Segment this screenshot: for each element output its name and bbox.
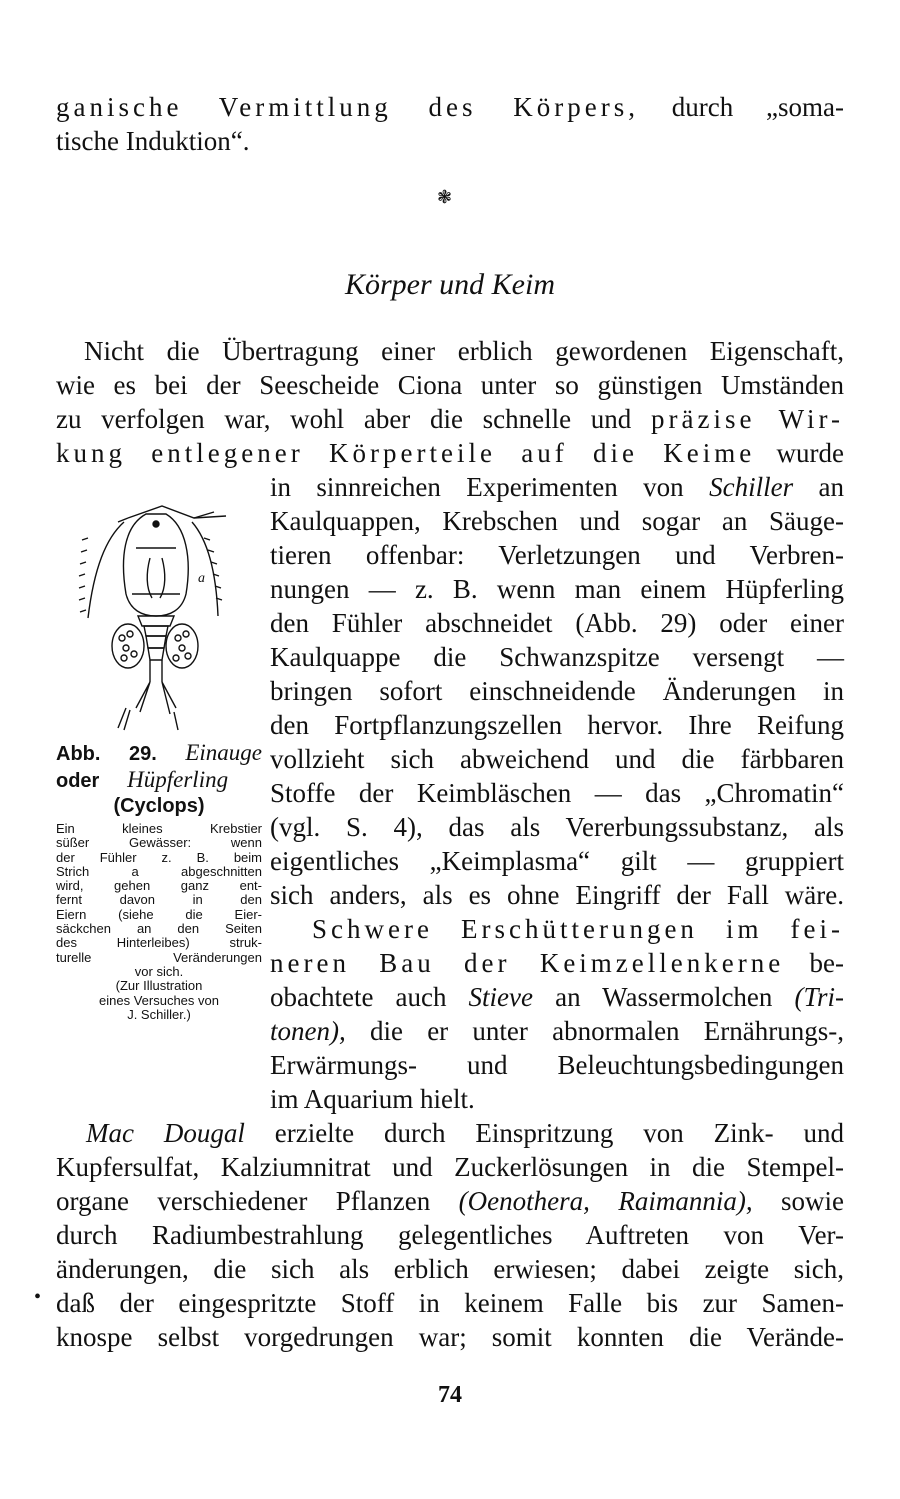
cyclops-drawing [66, 498, 246, 738]
text-line: (vgl. S. 4), das als Vererbungssubstanz, als [270, 812, 844, 842]
species-name: (Oenothera, Raimannia), [458, 1186, 753, 1216]
caption-line [56, 740, 262, 767]
caption-line: des Hinterleibes) struk- [56, 935, 262, 951]
text-span: erzielte durch Einspritzung von Zink- und [244, 1118, 844, 1148]
species-name: (Tri- [794, 982, 845, 1012]
caption-line: eines Versuches von [99, 992, 219, 1008]
caption-line: fernt davon in den [56, 892, 262, 908]
text-line [270, 470, 844, 504]
author-name: Stieve [468, 982, 534, 1012]
text-line: tische Induktion“. [56, 126, 250, 156]
text-line: nungen — z. B. wenn man einem Hüpferling [270, 574, 844, 604]
text-line: Kaulquappe die Schwanzspitze versengt — [270, 642, 844, 672]
text-line [56, 90, 844, 124]
figure-caption-text [56, 822, 262, 1022]
section-separator-ornament: ❃ [437, 187, 453, 208]
text-line: knospe selbst vorgedrungen war; somit konnten die Verände- [56, 1322, 844, 1352]
margin-mark: • [34, 1286, 42, 1308]
text-line [270, 980, 844, 1014]
text-span: wurde [755, 438, 844, 468]
text-line: Erwärmungs- und Beleuchtungsbedingungen [270, 1050, 844, 1080]
text-line: änderungen, die sich als erblich erwiesen; dabei zeigte sich, [56, 1254, 844, 1284]
text-line [56, 1116, 844, 1150]
caption-line: Ein kleines Krebstier [56, 821, 262, 836]
text-line: den Fühler abschneidet (Abb. 29) oder einer [270, 608, 844, 638]
figure-caption-title [56, 740, 262, 819]
text-line: Kaulquappen, Krebschen und sogar an Säuge- [270, 506, 844, 536]
spaced-text: präzise Wir- [651, 404, 844, 434]
caption-line: der Fühler z. B. beim [56, 849, 262, 865]
section-title: Körper und Keim [345, 268, 555, 301]
caption-line: J. Schiller.) [127, 1006, 191, 1022]
caption-line: wird, gehen ganz ent- [56, 878, 262, 894]
caption-line [56, 767, 262, 794]
text-line [56, 1184, 844, 1218]
text-line: Stoffe der Keimbläschen — das „Chromatin“ [270, 778, 844, 808]
text-line: vollzieht sich abweichend und die färbbaren [270, 744, 844, 774]
text-span: an [793, 472, 845, 502]
text-span: oder [56, 770, 105, 792]
text-span: zu verfolgen war, wohl aber die schnelle und [56, 404, 651, 434]
text-line: daß der eingespritzte Stoff in keinem Falle bis zur Samen- [56, 1288, 844, 1318]
text-span: an Wassermolchen [533, 982, 795, 1012]
text-line [270, 912, 844, 946]
text-line: den Fortpflanzungszellen hervor. Ihre Reifung [270, 710, 844, 740]
spaced-text: kung entlegener Körperteile auf die Keime [56, 438, 756, 468]
caption-line: süßer Gewässer: wenn [56, 835, 262, 851]
text-span: in sinnreichen Experimenten von [270, 472, 710, 502]
text-span: durch „soma- [639, 92, 844, 122]
cyclops-illustration [66, 498, 246, 738]
figure-label-a: a [198, 571, 205, 586]
text-line: im Aquarium hielt. [270, 1084, 475, 1114]
caption-line: säckchen an den Seiten [56, 921, 262, 937]
text-span: organe verschiedener Pflanzen [56, 1186, 459, 1216]
text-span: sowie [752, 1186, 845, 1216]
text-line: wie es bei der Seescheide Ciona unter so günstigen Umständen [56, 370, 844, 400]
caption-line: Strich a abgeschnitten [56, 863, 262, 879]
common-name: Hüpferling [127, 767, 229, 792]
text-span: die er unter abnormalen Ernährungs-, [345, 1016, 844, 1046]
text-line: durch Radiumbestrahlung gelegentliches Auftreten von Ver- [56, 1220, 844, 1250]
text-line: bringen sofort einschneidende Änderungen in [270, 676, 844, 706]
species-name: tonen), [270, 1016, 346, 1046]
caption-line: turelle Veränderungen [56, 949, 262, 965]
common-name: Einauge [185, 740, 263, 765]
author-name: Schiller [709, 472, 794, 502]
text-span: be- [784, 948, 844, 978]
text-span: obachtete auch [270, 982, 469, 1012]
page-number: 74 [438, 1382, 462, 1408]
text-line [270, 1014, 844, 1048]
caption-line: (Cyclops) [113, 795, 205, 817]
spaced-text: ganische Vermittlung des Körpers, [56, 92, 639, 122]
spaced-text: Schwere Erschütterungen im fei- [312, 914, 844, 944]
figure-number: Abb. 29. [56, 743, 157, 765]
caption-line: vor sich. [134, 963, 184, 979]
caption-line: (Zur Illustration [115, 978, 203, 994]
text-line [270, 946, 844, 980]
text-line: tieren offenbar: Verletzungen und Verbren- [270, 540, 844, 570]
text-line [56, 436, 844, 470]
text-line: Kupfersulfat, Kalziumnitrat und Zuckerlösungen in die Stempel- [56, 1152, 844, 1182]
author-name: Mac Dougal [86, 1118, 245, 1148]
text-line [56, 402, 844, 436]
text-line: eigentliches „Keimplasma“ gilt — gruppiert [270, 846, 844, 876]
spaced-text: neren Bau der Keimzellenkerne [270, 948, 785, 978]
text-line: Nicht die Übertragung einer erblich gewordenen Eigenschaft, [84, 336, 844, 366]
text-line: sich anders, als es ohne Eingriff der Fall wäre. [270, 880, 844, 910]
caption-line: Eiern (siehe die Eier- [56, 906, 262, 922]
